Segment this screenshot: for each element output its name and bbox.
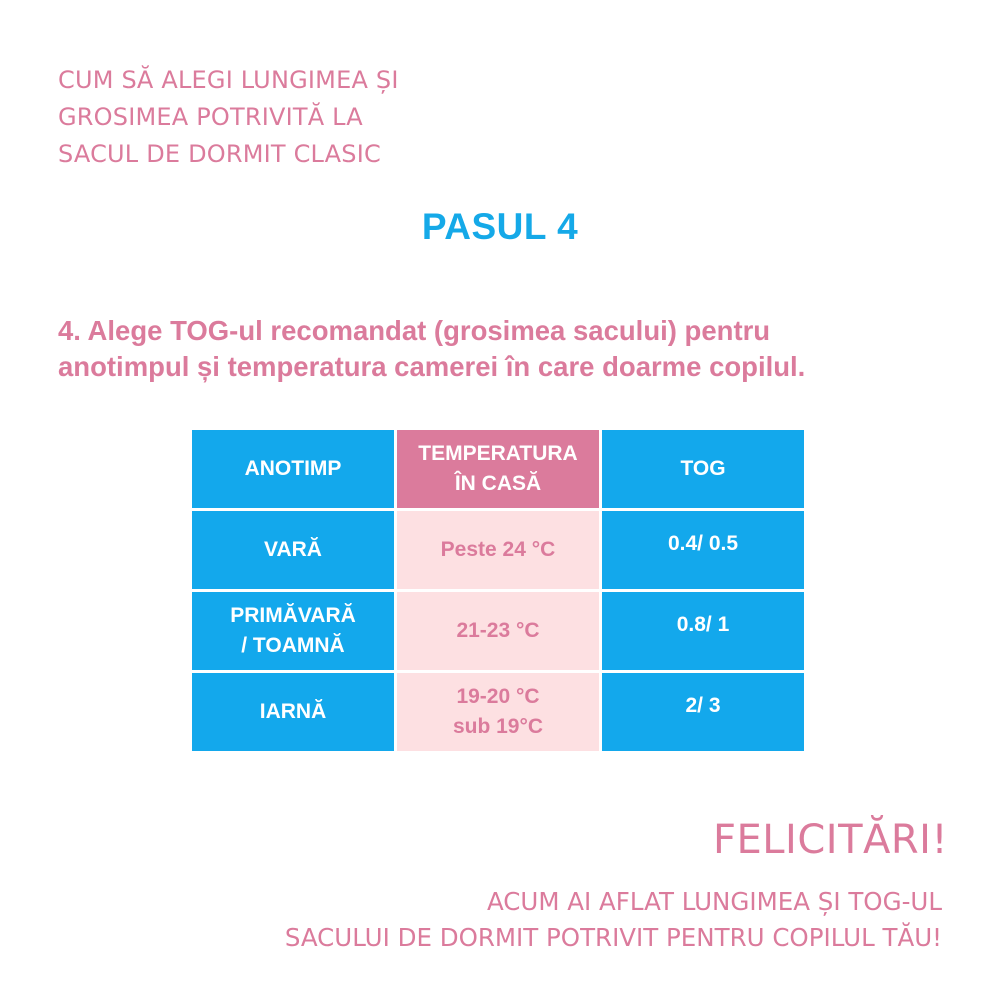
header-tog xyxy=(602,430,804,508)
intro-heading xyxy=(58,62,578,173)
temperature-value: Peste 24 °C xyxy=(440,538,556,561)
table-row xyxy=(192,673,804,751)
season-label: VARĂ xyxy=(264,538,322,561)
temperature-value: 21-23 °C xyxy=(456,619,540,642)
header-temperature-line-2: ÎN CASĂ xyxy=(454,472,542,495)
header-tog-label: TOG xyxy=(680,457,726,480)
intro-line-2: GROSIMEA POTRIVITĂ LA xyxy=(58,103,363,131)
tog-cell xyxy=(602,511,804,589)
temperature-cell xyxy=(397,511,599,589)
tog-value: 2/ 3 xyxy=(685,694,721,717)
temperature-cell xyxy=(397,673,599,751)
season-label-line-1: PRIMĂVARĂ xyxy=(230,604,356,627)
table-header-row xyxy=(192,430,804,508)
congrats-heading: FELICITĂRI! xyxy=(712,817,948,863)
instruction-text xyxy=(58,313,958,385)
intro-line-1: CUM SĂ ALEGI LUNGIMEA ȘI xyxy=(58,66,399,94)
intro-line-3: SACUL DE DORMIT CLASIC xyxy=(58,140,381,168)
instruction-line-1: 4. Alege TOG-ul recomandat (grosimea sacului) pentru xyxy=(58,315,771,346)
tog-cell xyxy=(602,592,804,670)
closing-line-2: SACULUI DE DORMIT POTRIVIT PENTRU COPILUL TĂU! xyxy=(284,923,942,952)
tog-cell xyxy=(602,673,804,751)
table-row xyxy=(192,511,804,589)
table-row xyxy=(192,592,804,670)
temperature-cell xyxy=(397,592,599,670)
tog-value: 0.8/ 1 xyxy=(676,613,730,636)
tog-table xyxy=(189,427,807,754)
season-cell xyxy=(192,592,394,670)
header-temperature xyxy=(397,430,599,508)
tog-value: 0.4/ 0.5 xyxy=(667,532,739,555)
instruction-line-2: anotimpul și temperatura camerei în care doarme copilul. xyxy=(58,351,806,382)
header-season-label: ANOTIMP xyxy=(244,457,342,480)
header-season xyxy=(192,430,394,508)
header-temperature-line-1: TEMPERATURA xyxy=(418,442,578,465)
season-cell xyxy=(192,511,394,589)
closing-text xyxy=(42,884,942,956)
temperature-value-line-2: sub 19°C xyxy=(452,715,544,738)
season-label-line-2: / TOAMNĂ xyxy=(241,634,345,657)
season-label: IARNĂ xyxy=(259,700,327,723)
temperature-value-line-1: 19-20 °C xyxy=(456,685,540,708)
closing-line-1: ACUM AI AFLAT LUNGIMEA ȘI TOG-UL xyxy=(486,887,942,916)
step-title: PASUL 4 xyxy=(421,206,579,247)
season-cell xyxy=(192,673,394,751)
